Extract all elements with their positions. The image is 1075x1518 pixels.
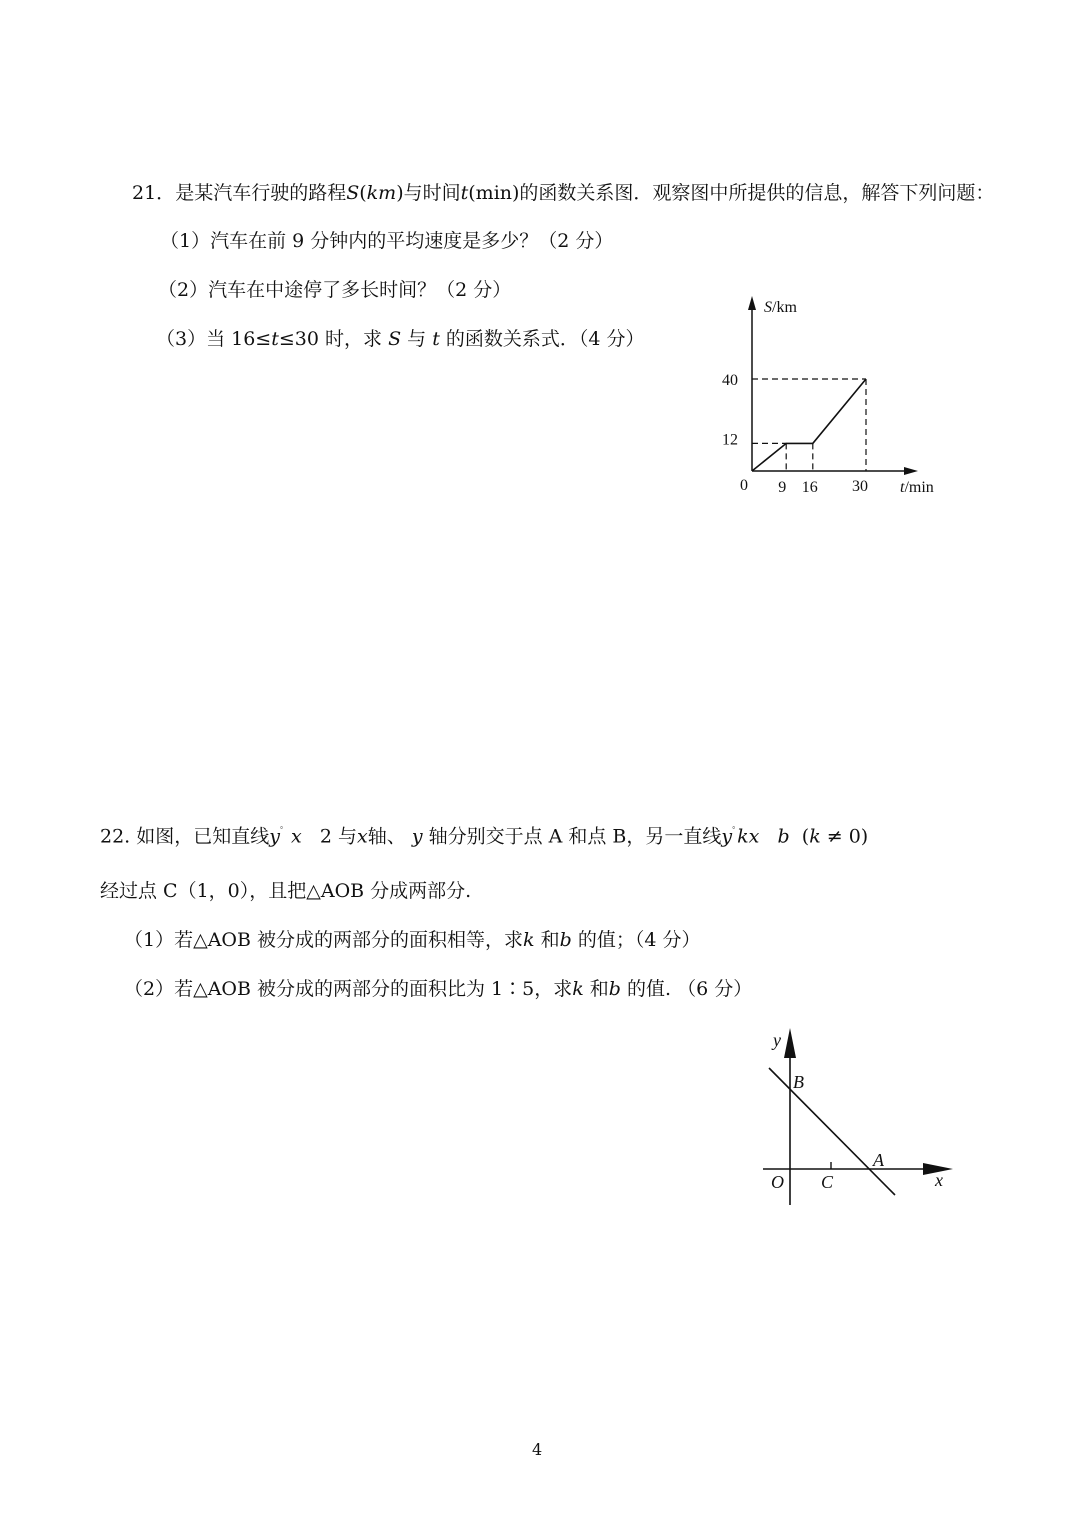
q22-p1-bvar: b [559,929,572,951]
q22-p1-k: k [523,929,535,951]
q22-p2-c: 的值. （6 分） [627,978,753,1000]
q22-l1-c: 轴、 [367,825,406,848]
q21-p3-t: t [271,328,279,350]
page-number: 4 [532,1440,543,1459]
q22-l1-a: 22. 如图，已知直线 [100,825,270,848]
q22-l1-y: y [269,825,280,848]
q21-intro-min: (min) [468,182,520,204]
q21-intro-b: 与时间 [403,182,461,204]
q22-l1-cond-open: ( [801,825,810,848]
y-axis-arrow [784,1028,796,1058]
q22-p2-k: k [572,978,584,1000]
x-axis-label: t/min [900,479,934,496]
y-tick-40: 40 [722,372,738,389]
q22-l1-garble1: ﾟ [280,827,285,838]
origin-label: O [771,1172,784,1192]
q22-p2-a: （2）若△AOB 被分成的两部分的面积比为 1∶5，求 [124,978,573,1000]
distance-series-line [752,379,866,471]
chart-axes [748,296,918,475]
q22-line2: 经过点 C（1，0），且把△AOB 分成两部分. [100,880,472,902]
q21-intro-t: t [460,182,469,204]
x-axis-arrow [904,467,918,475]
q21-intro-a: 是某汽车行驶的路程 [175,182,347,204]
q21-intro-S: S [346,182,360,204]
q22-figure [755,1020,965,1220]
q22-p1-a: （1）若△AOB 被分成的两部分的面积相等，求 [124,929,524,951]
y-tick-12: 12 [722,431,738,449]
q22-part2 [124,977,752,1001]
x-axis-label: x [935,1170,943,1190]
q21-part2: （2）汽车在中途停了多长时间？（2 分） [158,279,512,301]
q22-l1-b: 2 与 [319,825,358,848]
q22-p1-c: 的值；（4 分） [577,929,701,951]
y-axis-label: S/km [764,299,797,316]
q21-graph [710,290,950,505]
origin-label: 0 [740,477,748,494]
chart-series [752,379,866,471]
q21-p3-c: 与 [407,328,427,350]
q22-l1-x2: x [357,825,368,848]
q21-p3-b: ≤30 时，求 [278,328,383,350]
q21-p3-d: 的函数关系式．（4 分） [445,328,645,350]
line-triangle-diagram [755,1020,965,1220]
q21-intro-km-open: ( [359,182,367,204]
q22-l1-bvar: b [777,825,790,848]
distance-time-chart [710,290,950,505]
q22-l1-k: k [809,825,821,848]
q22-line1 [100,821,868,848]
x-tick-30: 30 [852,478,868,495]
q21-p3-S: S [388,328,402,350]
q21-intro [132,181,994,205]
q22-p2-bvar: b [608,978,621,1000]
q22-l1-garble2: ﾟ [732,827,738,838]
y-axis-label: y [773,1030,781,1050]
q22-p2-b: 和 [589,978,609,1000]
point-B-label: B [793,1072,804,1092]
point-A-label: A [873,1150,884,1170]
y-axis-arrow [748,296,756,310]
point-C-label: C [821,1172,834,1192]
q22-l1-y2: y [411,825,423,848]
q22-part1 [124,928,700,952]
q21-p3-t2: t [432,328,440,350]
chart-labels [722,299,934,496]
q22-l1-cond-rest: ≠ 0) [826,825,869,848]
q21-p3-a: （3）当 16≤ [156,328,272,350]
q21-part3 [156,327,645,351]
q22-l1-d: 轴分别交于点 A 和点 B，另一直线 [428,825,722,848]
x-tick-9: 9 [778,479,787,496]
x-tick-16: 16 [801,479,818,496]
q21-intro-km-close: ) [396,182,404,204]
q21-intro-c: 的函数关系图．观察图中所提供的信息，解答下列问题： [519,182,995,204]
q22-l1-x: x [291,825,302,848]
q22-l1-y3: y [721,825,733,848]
q21-intro-km: km [366,182,397,204]
q22-l1-kx: kx [737,825,760,848]
q21-part1: （1）汽车在前 9 分钟内的平均速度是多少？（2 分） [160,230,614,252]
q21-number: 21． [132,182,176,204]
q22-p1-b: 和 [540,929,560,951]
